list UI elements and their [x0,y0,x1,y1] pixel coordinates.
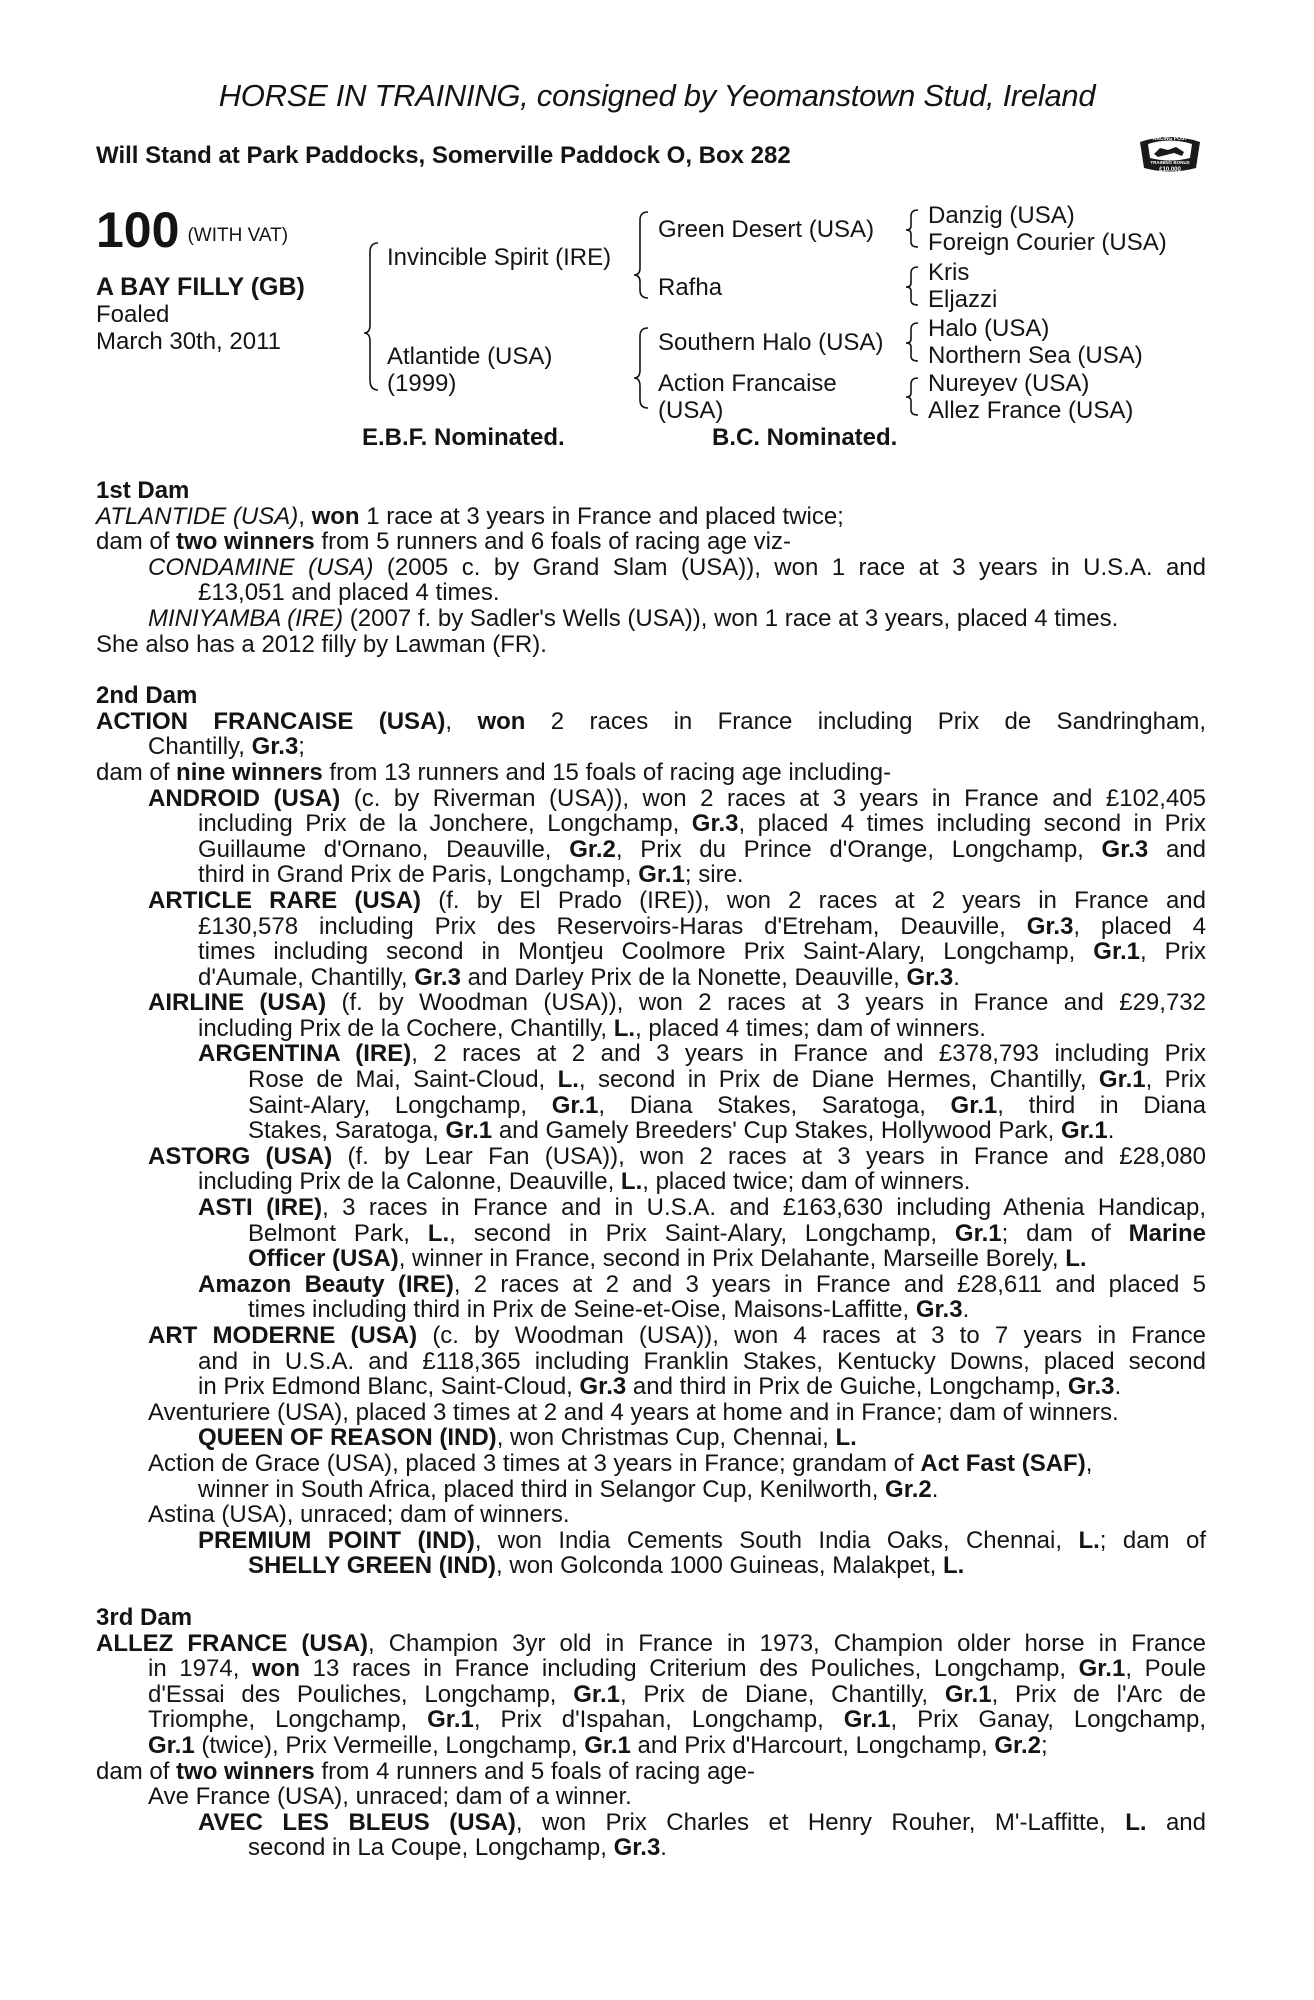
text: second in La Coupe, Longchamp, [248,1834,614,1862]
body-line [96,1835,1206,1861]
italic-text: MINIYAMBA (IRE) [148,604,344,632]
text: Triomphe, Longchamp, [148,1706,428,1734]
bold-text: Marine [1128,1219,1207,1247]
bold-text: 2nd Dam [96,682,198,710]
bold-text: ASTORG (USA) [148,1142,333,1170]
bold-text: 1st Dam [96,477,190,504]
bold-text: two winners [176,528,315,556]
body-line [96,837,1206,863]
text: times including third in Prix de Seine-et-Oise, Maisons-Laffitte, [248,1296,916,1324]
text: including Prix de la Calonne, Deauville, [198,1168,621,1196]
text: from 13 runners and 15 foals of racing age including- [322,758,892,786]
body-line [96,1067,1206,1093]
text: ; sire. [684,861,744,889]
foaled-label: Foaled [96,301,170,328]
bold-text: L. [557,1066,579,1094]
text: , Prix de l'Arc de [991,1680,1207,1708]
bold-text: Gr.3 [1101,835,1149,863]
bold-text: ART MODERNE (USA) [148,1322,418,1349]
text: Aventuriere (USA), placed 3 times at 2 and 4 years at home and in France; dam of winners. [148,1398,1119,1426]
body-line [96,1323,1206,1349]
badge-top-text: RACING POST [1152,136,1188,142]
bold-text: Gr.3 [915,1296,963,1324]
pedigree-sire-dam: Rafha [658,274,723,301]
bold-text: Gr.1 [551,1091,599,1119]
body-line [96,1374,1206,1400]
text: and Prix d'Harcourt, Longchamp, [630,1731,995,1759]
stand-location: Will Stand at Park Paddocks, Somerville Paddock O, Box 282 [96,142,791,169]
pedigree-g3-8: Allez France (USA) [928,397,1134,424]
bold-text: Gr.1 [954,1219,1002,1247]
text: (f. by Woodman (USA)), won 2 races at 3 years in France and £29,732 [326,989,1206,1017]
body-line [96,1451,1206,1477]
body-line [96,939,1206,965]
text: , placed 4 times including second in Prix [738,810,1207,838]
text: , placed 4 times; dam of winners. [635,1014,986,1042]
body-line [96,1631,1206,1657]
text: , won Prix Charles et Henry Rouher, M'-Laffitte, [515,1808,1126,1836]
bold-text: L. [427,1219,450,1247]
text: d'Aumale, Chantilly, [198,963,415,991]
bold-text: Gr.3 [691,810,739,838]
text: (c. by Riverman (USA)), won 2 races at 3 years in France and £102,405 [340,784,1206,812]
bold-text: won [252,1655,300,1683]
text: ; dam of [1099,1526,1206,1554]
pedigree-dam-sire: Southern Halo (USA) [658,329,884,356]
body-line [96,1118,1206,1144]
text: including Prix de la Jonchere, Longchamp, [198,810,692,838]
bold-text: Amazon Beauty (IRE) [198,1270,454,1298]
text: , Prix Ganay, Longchamp, [890,1706,1206,1734]
italic-text: ATLANTIDE (USA) [96,502,299,530]
text: Ave France (USA), unraced; dam of a winner. [148,1783,632,1811]
body-line [96,1528,1206,1554]
bold-text: L. [620,1168,643,1196]
lot-vat: (WITH VAT) [187,225,289,246]
section-heading [96,478,1206,504]
bold-text: nine winners [176,758,323,786]
bold-text: Gr.3 [414,963,461,991]
pedigree-dam-year: (1999) [387,370,457,397]
text: Guillaume d'Ornano, Deauville, [198,835,570,863]
text: dam of [96,1757,177,1785]
page-header: HORSE IN TRAINING, consigned by Yeomanstown Stud, Ireland [218,78,1096,113]
bold-text: 3rd Dam [96,1603,193,1631]
body-line [96,1502,1206,1528]
body-line [96,786,1206,812]
section-gap [96,1579,1206,1605]
bold-text: L. [1065,1245,1087,1273]
text: ; [298,733,305,761]
bold-text: L. [1125,1808,1147,1836]
body-line [96,529,1206,555]
text: dam of [96,758,177,786]
text: Rose de Mai, Saint-Cloud, [248,1066,558,1094]
text: Stakes, Saratoga, [248,1117,446,1145]
bold-text: L. [943,1552,965,1580]
text: , [1085,1449,1093,1477]
text: , [298,502,312,530]
pedigree-g3-2: Foreign Courier (USA) [928,229,1167,256]
body-line [96,1041,1206,1067]
text: 2 races in France including Prix de Sandringham, [525,707,1206,735]
body-line [96,888,1206,914]
text: in 1974, [148,1655,252,1683]
pedigree-g3-4: Eljazzi [928,286,998,313]
bold-text: Gr.1 [1093,938,1140,966]
text: . [953,963,960,991]
body-line [96,1093,1206,1119]
text: (c. by Woodman (USA)), won 4 races at 3 to 7 years in France [417,1322,1206,1349]
bold-text: won [311,502,360,530]
body-line [96,734,1206,760]
bold-text: ASTI (IRE) [198,1194,323,1222]
text: (twice), Prix Vermeille, Longchamp, [194,1731,585,1759]
lot-number: 100 [96,202,180,258]
text: and Darley Prix de la Nonette, Deauville, [460,963,907,991]
text: £130,578 including Prix des Reservoirs-Haras d'Etreham, Deauville, [198,912,1027,940]
bold-text: PREMIUM POINT (IND) [198,1526,475,1554]
italic-text: CONDAMINE (USA) [148,553,374,581]
text: , placed 4 [1073,912,1207,940]
bold-text: Gr.3 [1067,1373,1115,1401]
text: . [931,1475,939,1503]
text: £13,051 and placed 4 times. [198,579,500,607]
bold-text: ACTION FRANCAISE (USA) [96,707,446,735]
text: and Gamely Breeders' Cup Stakes, Hollywood Park, [492,1117,1061,1145]
bold-text: Gr.1 [843,1706,891,1734]
body-line [96,1733,1206,1759]
text: , Prix [1145,1066,1206,1094]
text: , Poule [1125,1655,1207,1683]
text: (2005 c. by Grand Slam (USA)), won 1 race at 3 years in U.S.A. and [373,553,1207,581]
text: in Prix Edmond Blanc, Saint-Cloud, [198,1373,580,1401]
pedigree-g3-3: Kris [928,259,970,286]
ebf-nominated: E.B.F. Nominated. [362,424,565,451]
text: , Prix d'Ispahan, Longchamp, [473,1706,844,1734]
text: . [1107,1117,1115,1145]
text: , winner in France, second in Prix Delahante, Marseille Borely, [398,1245,1066,1273]
text: , Champion 3yr old in France in 1973, Champion older horse in France [368,1629,1207,1657]
horse-name: A BAY FILLY (GB) [96,273,305,301]
body-line [96,632,1206,658]
body-line [96,914,1206,940]
body-line [96,1656,1206,1682]
bold-text: won [477,707,526,735]
bold-text: Act Fast (SAF) [920,1449,1086,1477]
body-line [96,1297,1206,1323]
text: Action de Grace (USA), placed 3 times at 3 years in France; grandam of [148,1449,921,1477]
body-line [96,1707,1206,1733]
text: times including second in Montjeu Coolmore Prix Saint-Alary, Longchamp, [198,938,1094,966]
text: and third in Prix de Guiche, Longchamp, [626,1373,1068,1401]
text: ; [1041,1731,1048,1759]
body-line [96,1246,1206,1272]
text: , 2 races at 2 and 3 years in France and £28,611 and placed 5 [453,1270,1206,1298]
text: . [660,1834,667,1862]
bold-text: two winners [176,1757,315,1785]
text: She also has a 2012 filly by Lawman (FR). [96,630,547,658]
body-line [96,1221,1206,1247]
text: from 5 runners and 6 foals of racing age viz- [314,528,791,556]
body-line [96,760,1206,786]
bold-text: AIRLINE (USA) [148,989,327,1017]
text: (f. by Lear Fan (USA)), won 2 races at 3 years in France and £28,080 [332,1142,1206,1170]
text: dam of [96,528,177,556]
bold-text: L. [835,1424,857,1452]
badge-amount-text: £10,000 [1159,167,1181,173]
text: , third in Diana [997,1091,1206,1119]
body-line [96,1810,1206,1836]
bold-text: Officer (USA) [248,1245,399,1273]
pedigree-g3-7: Nureyev (USA) [928,370,1090,397]
text: , Prix [1140,938,1207,966]
bold-text: Gr.2 [994,1731,1042,1759]
body-line [96,965,1206,991]
bold-text: Gr.3 [251,733,299,761]
text: Saint-Alary, Longchamp, [248,1091,552,1119]
text: , 3 races in France and in U.S.A. and £163,630 including Athenia Handicap, [322,1194,1206,1222]
text: (2007 f. by Sadler's Wells (USA)), won 1 race at 3 years, placed 4 times. [343,604,1119,632]
text: . [1114,1373,1122,1401]
body-line [96,709,1206,735]
bold-text: AVEC LES BLEUS (USA) [198,1808,516,1836]
body-line [96,990,1206,1016]
body-line [96,555,1206,581]
text: ; dam of [1001,1219,1129,1247]
body-line [96,1144,1206,1170]
text: , placed twice; dam of winners. [642,1168,971,1196]
pedigree-sire: Invincible Spirit (IRE) [387,244,612,271]
bold-text: Gr.1 [584,1731,631,1759]
bold-text: SHELLY GREEN (IND) [248,1552,497,1580]
section-heading [96,683,1206,709]
text: , second in Prix Saint-Alary, Longchamp, [449,1219,955,1247]
text: including Prix de la Cochere, Chantilly, [198,1014,614,1042]
text: , Prix de Diane, Chantilly, [619,1680,945,1708]
bold-text: Gr.1 [1078,1655,1126,1683]
foaled-date: March 30th, 2011 [96,328,282,355]
bold-text: Gr.1 [148,1731,195,1759]
text: 1 race at 3 years in France and placed twice; [359,502,844,530]
bold-text: Gr.1 [944,1680,992,1708]
bold-text: Gr.2 [569,835,616,863]
text: , won Golconda 1000 Guineas, Malakpet, [496,1552,943,1580]
pedigree-dam-dam-origin: (USA) [658,397,724,424]
text: , second in Prix de Diane Hermes, Chantilly, [578,1066,1099,1094]
text: (f. by El Prado (IRE)), won 2 races at 2 years in France and [421,886,1206,914]
pedigree-g3-1: Danzig (USA) [928,202,1075,229]
bold-text: Gr.3 [613,1834,661,1862]
pedigree-dam-dam: Action Francaise [658,370,837,397]
body-line [96,1425,1206,1451]
text: Astina (USA), unraced; dam of winners. [148,1501,570,1529]
bold-text: L. [613,1014,636,1042]
bold-text: Gr.3 [1026,912,1074,940]
text: Chantilly, [148,733,252,761]
body-line [96,1759,1206,1785]
text: , [445,707,478,735]
bold-text: Gr.1 [1098,1066,1146,1094]
text: third in Grand Prix de Paris, Longchamp, [198,861,639,889]
body-line [96,1169,1206,1195]
body-line [96,811,1206,837]
text: , won Christmas Cup, Chennai, [496,1424,836,1452]
body-line [96,1784,1206,1810]
text: and [1148,835,1206,863]
pedigree-g3-6: Northern Sea (USA) [928,342,1143,369]
body-line [96,1349,1206,1375]
bold-text: ARGENTINA (IRE) [198,1040,412,1068]
pedigree-sire-sire: Green Desert (USA) [658,216,875,243]
text: winner in South Africa, placed third in Selangor Cup, Kenilworth, [198,1475,886,1503]
badge-mid-text: TRAINING BONUS [1150,160,1190,165]
body-line [96,606,1206,632]
text: 13 races in France including Criterium des Pouliches, Longchamp, [300,1655,1079,1683]
text: d'Essai des Pouliches, Longchamp, [148,1680,574,1708]
body-line [96,862,1206,888]
text: and [1146,1808,1207,1836]
pedigree-g3-5: Halo (USA) [928,315,1050,342]
bold-text: ALLEZ FRANCE (USA) [96,1629,369,1657]
text: . [962,1296,970,1324]
body-line [96,580,1206,606]
text: and in U.S.A. and £118,365 including Franklin Stakes, Kentucky Downs, placed second [198,1347,1206,1375]
text: , Diana Stakes, Saratoga, [598,1091,951,1119]
pedigree-dam: Atlantide (USA) [387,343,553,370]
bold-text: Gr.1 [427,1706,474,1734]
catalogue-body [96,478,1206,1861]
bold-text: Gr.3 [579,1373,627,1401]
body-line [96,1553,1206,1579]
body-line [96,1682,1206,1708]
bold-text: Gr.2 [885,1475,932,1503]
bold-text: Gr.1 [1061,1117,1108,1145]
text: , won India Cements South India Oaks, Chennai, [474,1526,1079,1554]
section-heading [96,1605,1206,1631]
body-line [96,1477,1206,1503]
body-line [96,1016,1206,1042]
bold-text: Gr.1 [950,1091,998,1119]
text: from 4 runners and 5 foals of racing age- [314,1757,755,1785]
bold-text: Gr.3 [906,963,954,991]
bold-text: Gr.1 [638,861,685,889]
bc-nominated: B.C. Nominated. [712,424,898,451]
body-line [96,504,1206,530]
bold-text: Gr.1 [573,1680,620,1708]
text: , Prix du Prince d'Orange, Longchamp, [615,835,1102,863]
section-gap [96,657,1206,683]
bold-text: ARTICLE RARE (USA) [148,886,422,914]
body-line [96,1272,1206,1298]
body-line [96,1400,1206,1426]
bold-text: Gr.1 [445,1117,493,1145]
body-line [96,1195,1206,1221]
bold-text: L. [1078,1526,1100,1554]
bold-text: ANDROID (USA) [148,784,341,812]
text: Belmont Park, [248,1219,428,1247]
bold-text: QUEEN OF REASON (IND) [198,1424,497,1452]
text: , 2 races at 2 and 3 years in France and £378,793 including Prix [411,1040,1206,1068]
